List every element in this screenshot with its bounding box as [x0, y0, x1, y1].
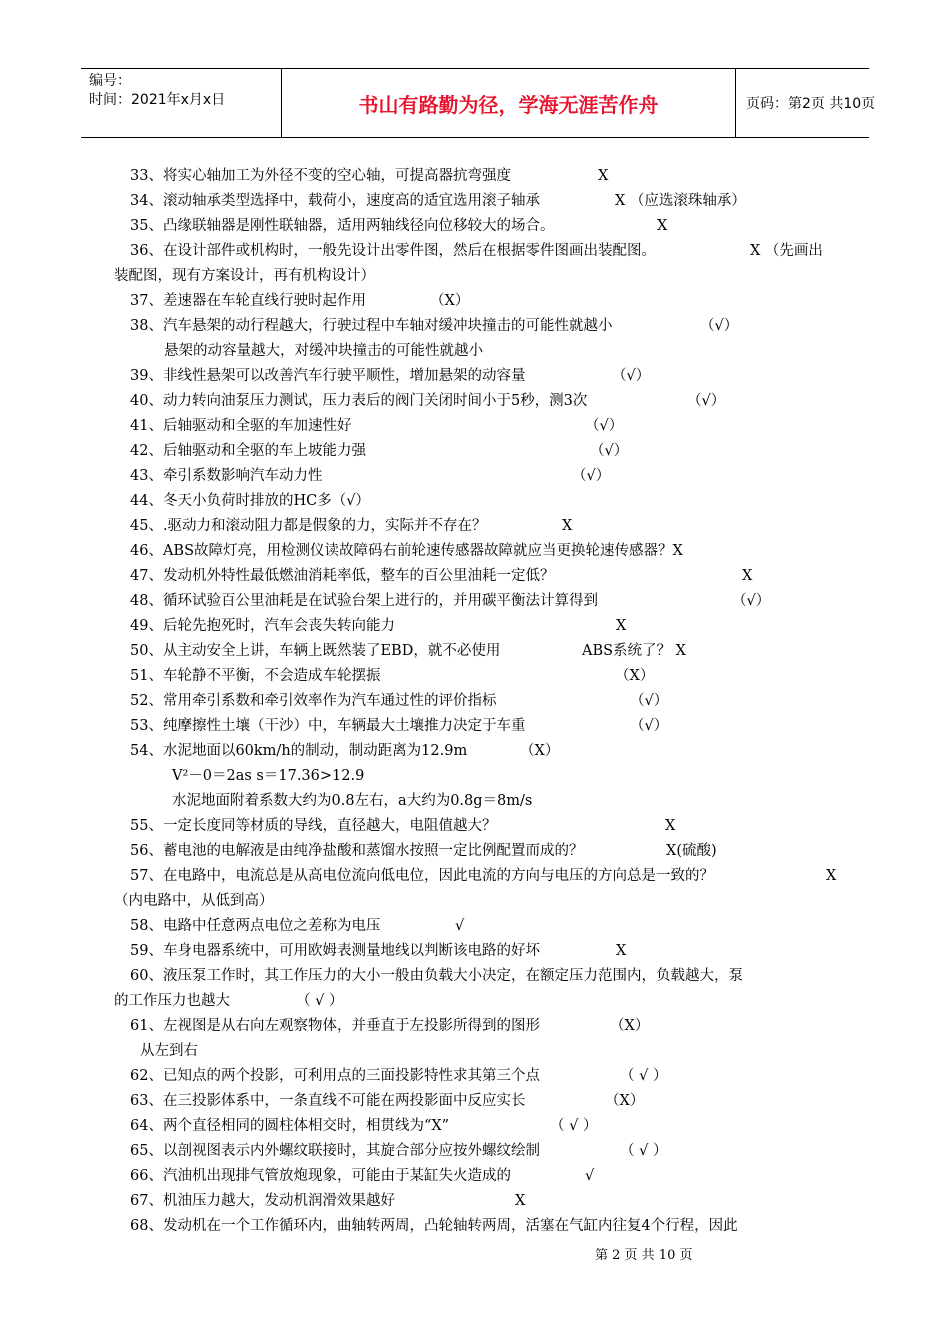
list-item: 40、动力转向油泵压力测试，压力表后的阀门关闭时间小于5秒，测3次 （√）: [130, 393, 726, 409]
list-item: 50、从主动安全上讲，车辆上既然装了EBD，就不必使用 ABS系统了？ X: [130, 643, 686, 659]
list-item: 37、差速器在车轮直线行驶时起作用 （X）: [130, 293, 470, 309]
list-item: 62、已知点的两个投影，可利用点的三面投影特性求其第三个点 （ √ ）: [130, 1068, 668, 1084]
page-header-table: [81, 68, 876, 138]
document-number-label: 编号：: [89, 73, 131, 89]
list-item: 39、非线性悬架可以改善汽车行驶平顺性，增加悬架的动容量 （√）: [130, 368, 651, 384]
list-item: 33、将实心轴加工为外径不变的空心轴，可提高器抗弯强度 X: [130, 168, 609, 184]
list-item: 60、液压泵工作时，其工作压力的大小一般由负载大小决定，在额定压力范围内，负载越大，泵: [130, 968, 743, 984]
header-page-info: 页码：第2页 共10页: [746, 96, 876, 112]
list-item: 51、车轮静不平衡，不会造成车轮摆振 （X）: [130, 668, 655, 684]
list-item: 57、在电路中，电流总是从高电位流向低电位，因此电流的方向与电压的方向总是一致的？ X: [130, 868, 837, 884]
list-item: V²－0＝2as s＝17.36>12.9: [172, 768, 365, 784]
list-item: 48、循环试验百公里油耗是在试验台架上进行的，并用碳平衡法计算得到 （√）: [130, 593, 771, 609]
list-item: 34、滚动轴承类型选择中，载荷小，速度高的适宜选用滚子轴承 X （应选滚珠轴承）: [130, 193, 746, 209]
list-item: 52、常用牵引系数和牵引效率作为汽车通过性的评价指标 （√）: [130, 693, 669, 709]
list-item: 58、电路中任意两点电位之差称为电压 √: [130, 918, 465, 934]
list-item: 35、凸缘联轴器是刚性联轴器，适用两轴线径向位移较大的场合。 X: [130, 218, 668, 234]
list-item: 38、汽车悬架的动行程越大，行驶过程中车轴对缓冲块撞击的可能性就越小 （√）: [130, 318, 739, 334]
list-item: 61、左视图是从右向左观察物体，并垂直于左投影所得到的图形 （X）: [130, 1018, 650, 1034]
list-item: 36、在设计部件或机构时，一般先设计出零件图，然后在根据零件图画出装配图。 X （先画出: [130, 243, 823, 259]
list-item: 45、.驱动力和滚动阻力都是假象的力，实际并不存在？ X: [130, 518, 573, 534]
list-item: 49、后轮先抱死时，汽车会丧失转向能力 X: [130, 618, 627, 634]
list-item: 42、后轴驱动和全驱的车上坡能力强 （√）: [130, 443, 629, 459]
list-item: 46、ABS故障灯亮，用检测仪读故障码右前轮速传感器故障就应当更换轮速传感器？X: [130, 543, 683, 559]
list-item: 66、汽油机出现排气管放炮现象，可能由于某缸失火造成的 √: [130, 1168, 595, 1184]
list-item: 的工作压力也越大 （ √ ）: [114, 993, 344, 1009]
footer-page-number: 第 2 页 共 10 页: [595, 1248, 693, 1263]
list-item: 43、牵引系数影响汽车动力性 （√）: [130, 468, 611, 484]
list-item: 53、纯摩擦性土壤（干沙）中，车辆最大土壤推力决定于车重 （√）: [130, 718, 669, 734]
list-item: 装配图，现有方案设计，再有机构设计）: [114, 268, 375, 284]
list-item: 47、发动机外特性最低燃油消耗率低，整车的百公里油耗一定低？ X: [130, 568, 753, 584]
list-item: 63、在三投影体系中，一条直线不可能在两投影面中反应实长 （X）: [130, 1093, 645, 1109]
list-item: 悬架的动容量越大，对缓冲块撞击的可能性就越小: [164, 343, 483, 359]
list-item: 65、以剖视图表示内外螺纹联接时，其旋合部分应按外螺纹绘制 （ √ ）: [130, 1143, 668, 1159]
document-time-label: 时间：2021年x月x日: [89, 92, 226, 108]
header-motto: 书山有路勤为径，学海无涯苦作舟: [282, 69, 736, 137]
list-item: 41、后轴驱动和全驱的车加速性好 （√）: [130, 418, 624, 434]
list-item: 67、机油压力越大，发动机润滑效果越好 X: [130, 1193, 526, 1209]
list-item: 64、两个直径相同的圆柱体相交时，相贯线为“X” （ √ ）: [130, 1118, 598, 1134]
list-item: 55、一定长度同等材质的导线，直径越大，电阻值越大？ X: [130, 818, 676, 834]
list-item: 44、冬天小负荷时排放的HC多（√）: [130, 493, 370, 509]
list-item: 68、发动机在一个工作循环内，曲轴转两周，凸轮轴转两周，活塞在气缸内往复4个行程，因此: [130, 1218, 738, 1234]
list-item: 54、水泥地面以60km/h的制动，制动距离为12.9m （X）: [130, 743, 560, 759]
header-meta-cell: [81, 69, 282, 137]
list-item: 水泥地面附着系数大约为0.8左右，a大约为0.8g＝8m/s: [172, 793, 533, 809]
list-item: （内电路中，从低到高）: [114, 893, 274, 909]
list-item: 从左到右: [140, 1043, 198, 1059]
list-item: 59、车身电器系统中，可用欧姆表测量地线以判断该电路的好坏 X: [130, 943, 627, 959]
list-item: 56、蓄电池的电解液是由纯净盐酸和蒸馏水按照一定比例配置而成的？ X(硫酸): [130, 843, 717, 859]
